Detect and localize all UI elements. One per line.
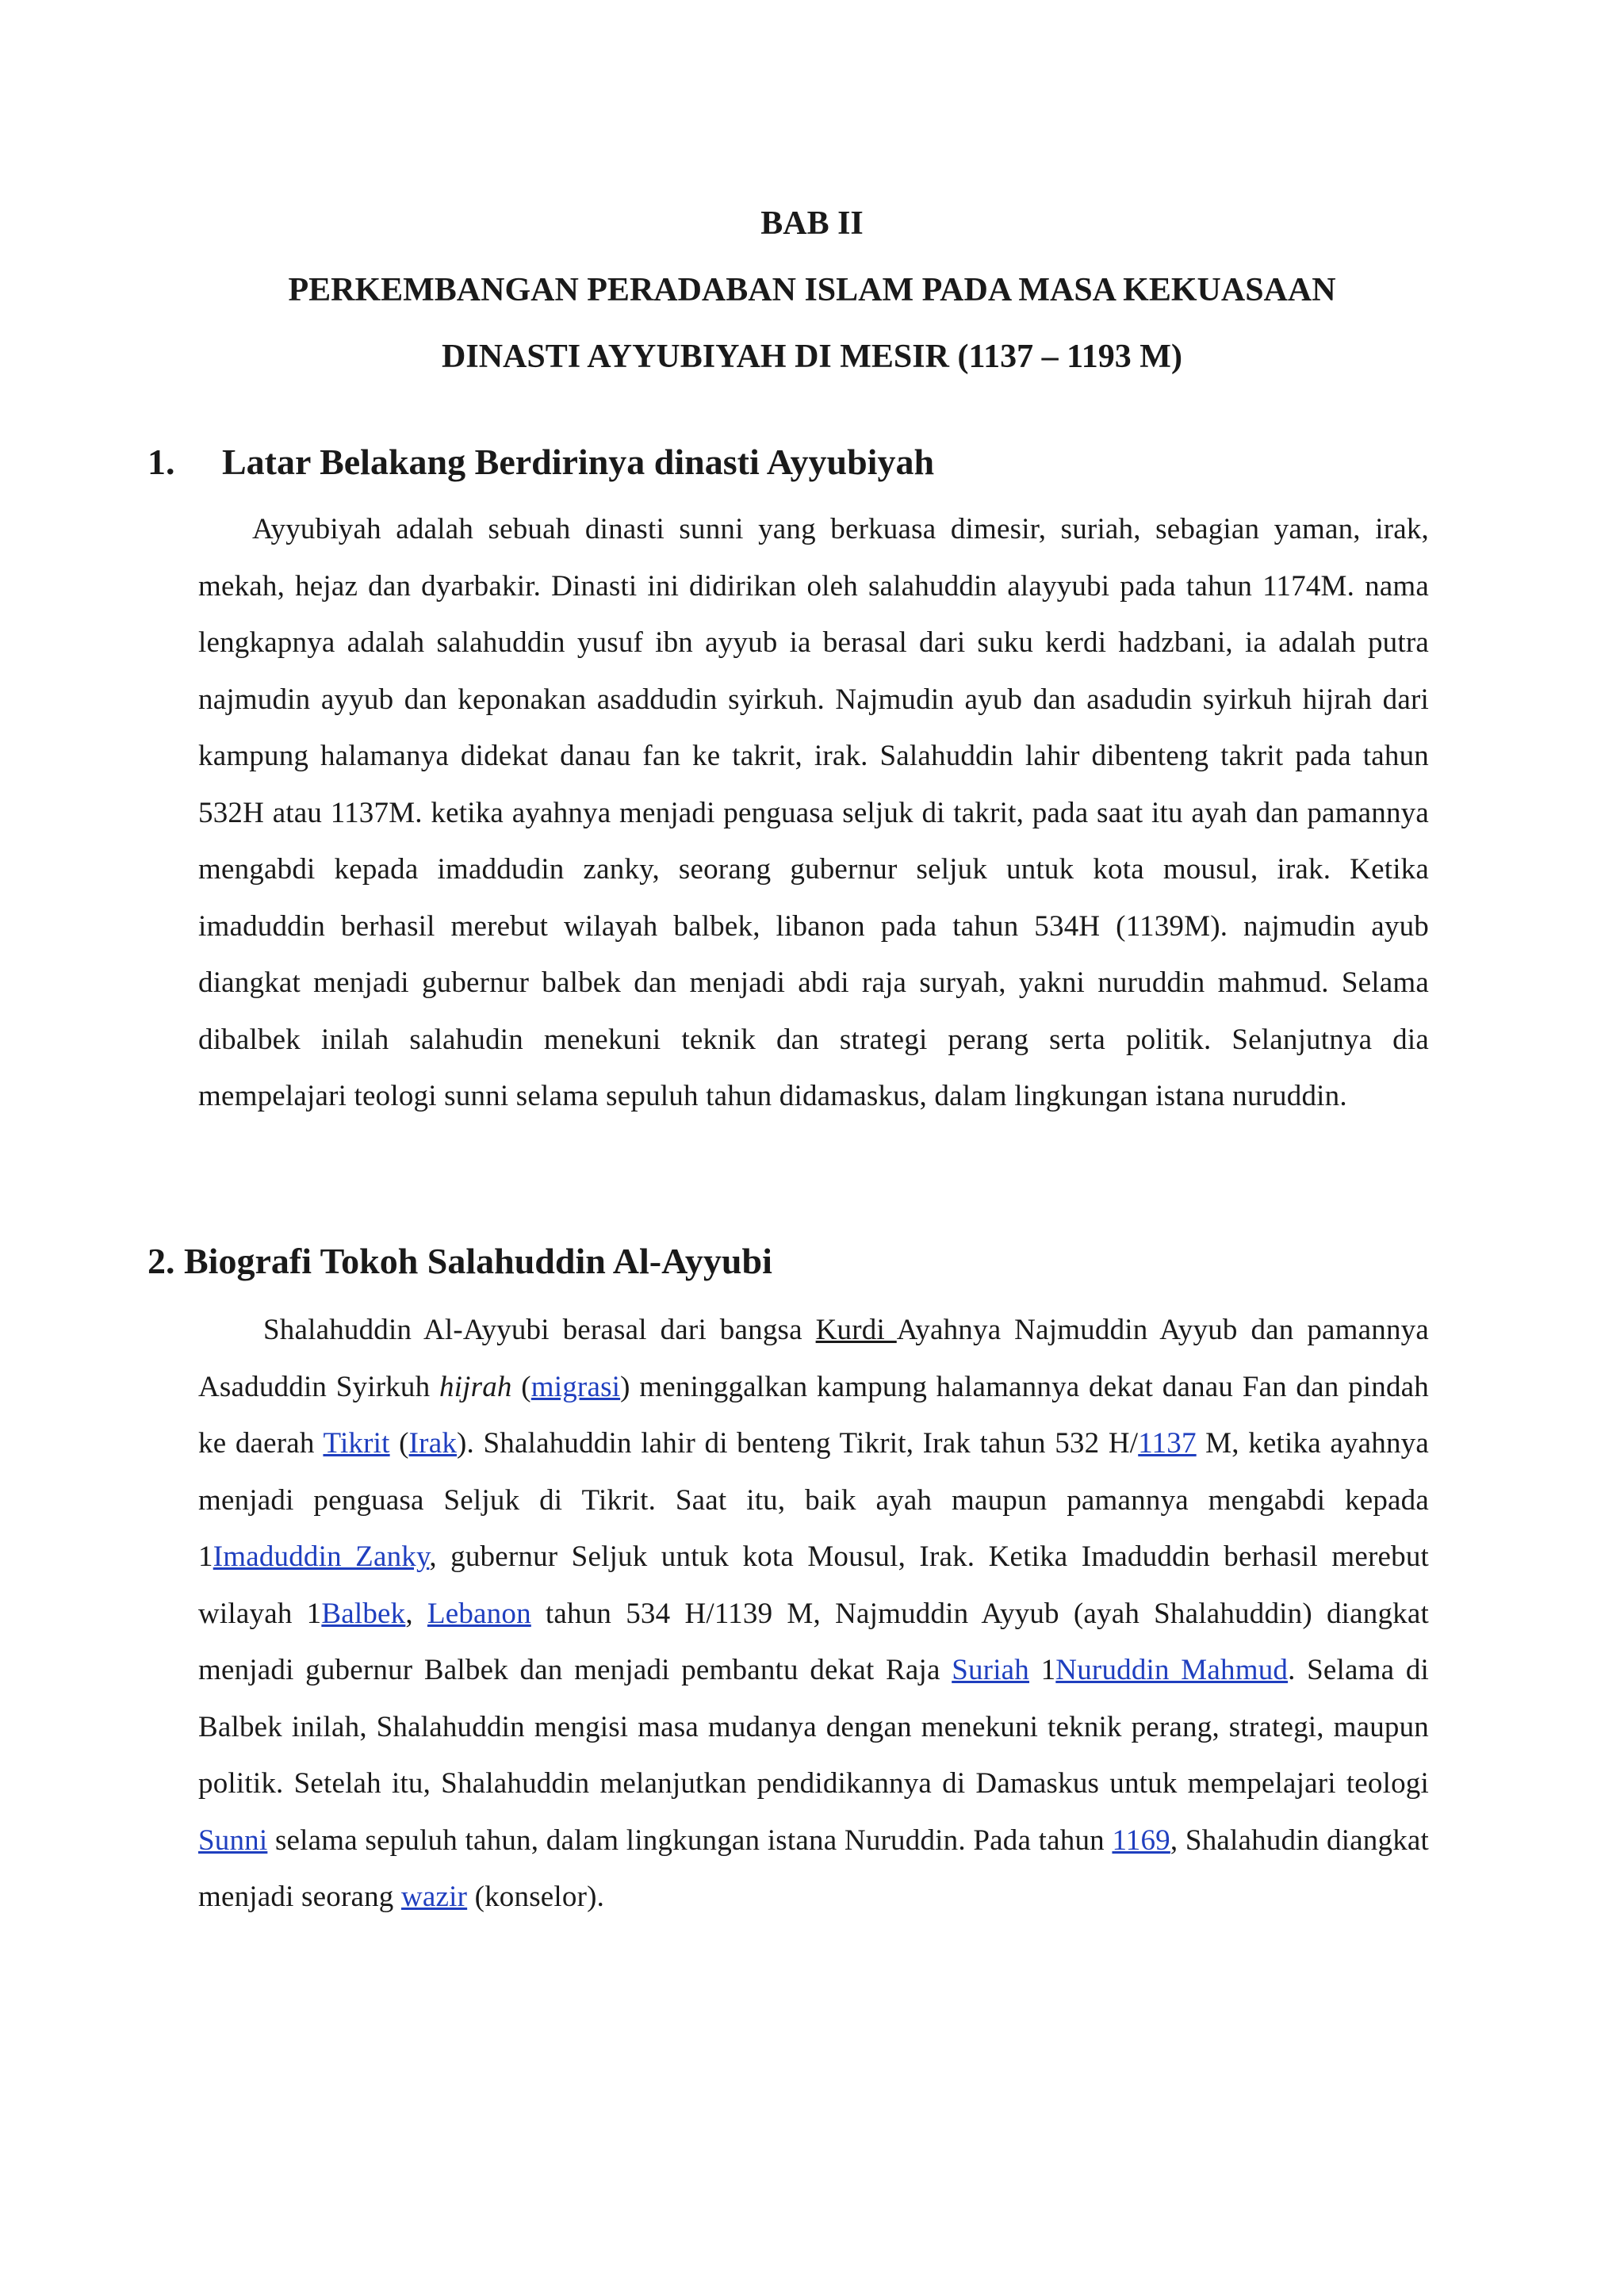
link-sunni[interactable]: Sunni: [198, 1823, 268, 1857]
text-run: tahun 534 H/1139 M, Najmuddin Ayyub (ayah Shalahuddin) diangkat menjadi gubernur Balbek dan menjadi pembantu dekat Raja: [198, 1597, 1429, 1686]
link-lebanon[interactable]: Lebanon: [427, 1597, 531, 1630]
chapter-number: BAB II: [760, 205, 864, 242]
section-1-paragraph-text: Ayyubiyah adalah sebuah dinasti sunni yang berkuasa dimesir, suriah, sebagian yaman, irak, mekah, hejaz dan dyarbakir. Dinasti ini didirikan oleh salahuddin alayyubi pada tahun 1174M. nama lengkapnya adalah salahuddin yusuf ibn ayyub ia berasal dari suku kerdi hadzbani, ia adalah putra najmudin ayyub dan keponakan asaddudin syirkuh. Najmudin ayub dan asadudin syirkuh hijrah dari kampung halamanya didekat danau fan ke takrit, irak. Salahuddin lahir dibenteng takrit pada tahun 532H atau 1137M. ketika ayahnya menjadi penguasa seljuk di takrit, pada saat itu ayah dan pamannya mengabdi kepada imaddudin zanky, seorang gubernur seljuk untuk kota mousul, irak. Ketika imaduddin berhasil merebut wilayah balbek, libanon pada tahun 534H (1139M). najmudin ayub diangkat menjadi gubernur balbek dan menjadi abdi raja suryah, yakni nuruddin mahmud. Selama dibalbek inilah salahudin menekuni teknik dan strategi perang serta politik. Selanjutnya dia mempelajari teologi sunni selama sepuluh tahun didamaskus, dalam lingkungan istana nuruddin.: [198, 513, 1429, 1112]
link-suriah[interactable]: Suriah: [952, 1654, 1030, 1686]
section-1-number: 1.: [147, 442, 175, 482]
section-1-heading-text: Latar Belakang Berdirinya dinasti Ayyubiyah: [222, 442, 935, 482]
text-run: , Shalahudin diangkat menjadi seorang: [198, 1823, 1429, 1913]
text-run: M, ketika ayahnya menjadi penguasa Seljuk di Tikrit. Saat itu, baik ayah maupun pamannya mengabdi kepada 1: [198, 1427, 1429, 1573]
section-2-heading: 2. Biografi Tokoh Salahuddin Al-Ayyubi: [147, 1241, 772, 1281]
link-1137[interactable]: 1137: [1138, 1427, 1197, 1460]
link-balbek[interactable]: Balbek: [321, 1597, 406, 1630]
link-1169[interactable]: 1169: [1112, 1823, 1170, 1857]
text-run: Ayahnya Najmuddin Ayyub dan pamannya Asaduddin Syirkuh: [198, 1314, 1429, 1403]
text-run: ). Shalahuddin lahir di benteng Tikrit, Irak tahun 532 H/: [457, 1427, 1139, 1460]
italic-hijrah: hijrah: [439, 1370, 512, 1403]
text-run: . Selama di Balbek inilah, Shalahuddin mengisi masa mudanya dengan menekuni teknik perang, strategi, maupun politik. Setelah itu, Shalahuddin melanjutkan pendidikannya di Damaskus untuk mempelajari teologi: [198, 1654, 1429, 1800]
section-2-paragraph: [198, 1302, 1429, 1926]
text-run: 1: [1029, 1654, 1056, 1686]
text-run: , gubernur Seljuk untuk kota Mousul, Irak. Ketika Imaduddin berhasil merebut wilayah 1: [198, 1540, 1429, 1630]
text-run: (: [511, 1370, 531, 1403]
link-migrasi[interactable]: migrasi: [530, 1370, 621, 1403]
text-run: (: [389, 1427, 409, 1460]
section-1-heading: [147, 441, 934, 483]
text-run: (konselor).: [467, 1881, 605, 1913]
section-1-paragraph: [198, 501, 1429, 1125]
link-tikrit[interactable]: Tikrit: [323, 1427, 390, 1460]
text-run: ) meninggalkan kampung halamannya dekat danau Fan dan pindah ke daerah: [198, 1370, 1429, 1460]
link-nuruddin-mahmud[interactable]: Nuruddin Mahmud: [1055, 1654, 1289, 1686]
text-run: selama sepuluh tahun, dalam lingkungan istana Nuruddin. Pada tahun: [267, 1823, 1113, 1857]
chapter-title-line-2: DINASTI AYYUBIYAH DI MESIR (1137 – 1193 M): [442, 339, 1182, 375]
text-run: Shalahuddin Al-Ayyubi berasal dari bangsa: [263, 1314, 816, 1346]
text-run: ,: [405, 1597, 427, 1630]
link-wazir[interactable]: wazir: [400, 1881, 468, 1913]
chapter-title-line-1: PERKEMBANGAN PERADABAN ISLAM PADA MASA KEKUASAAN: [288, 272, 1336, 308]
link-irak[interactable]: Irak: [408, 1427, 458, 1460]
link-kurdi[interactable]: Kurdi: [815, 1314, 897, 1346]
chapter-title: [159, 190, 1465, 390]
link-imaduddin-zanky[interactable]: Imaduddin Zanky: [213, 1540, 430, 1573]
